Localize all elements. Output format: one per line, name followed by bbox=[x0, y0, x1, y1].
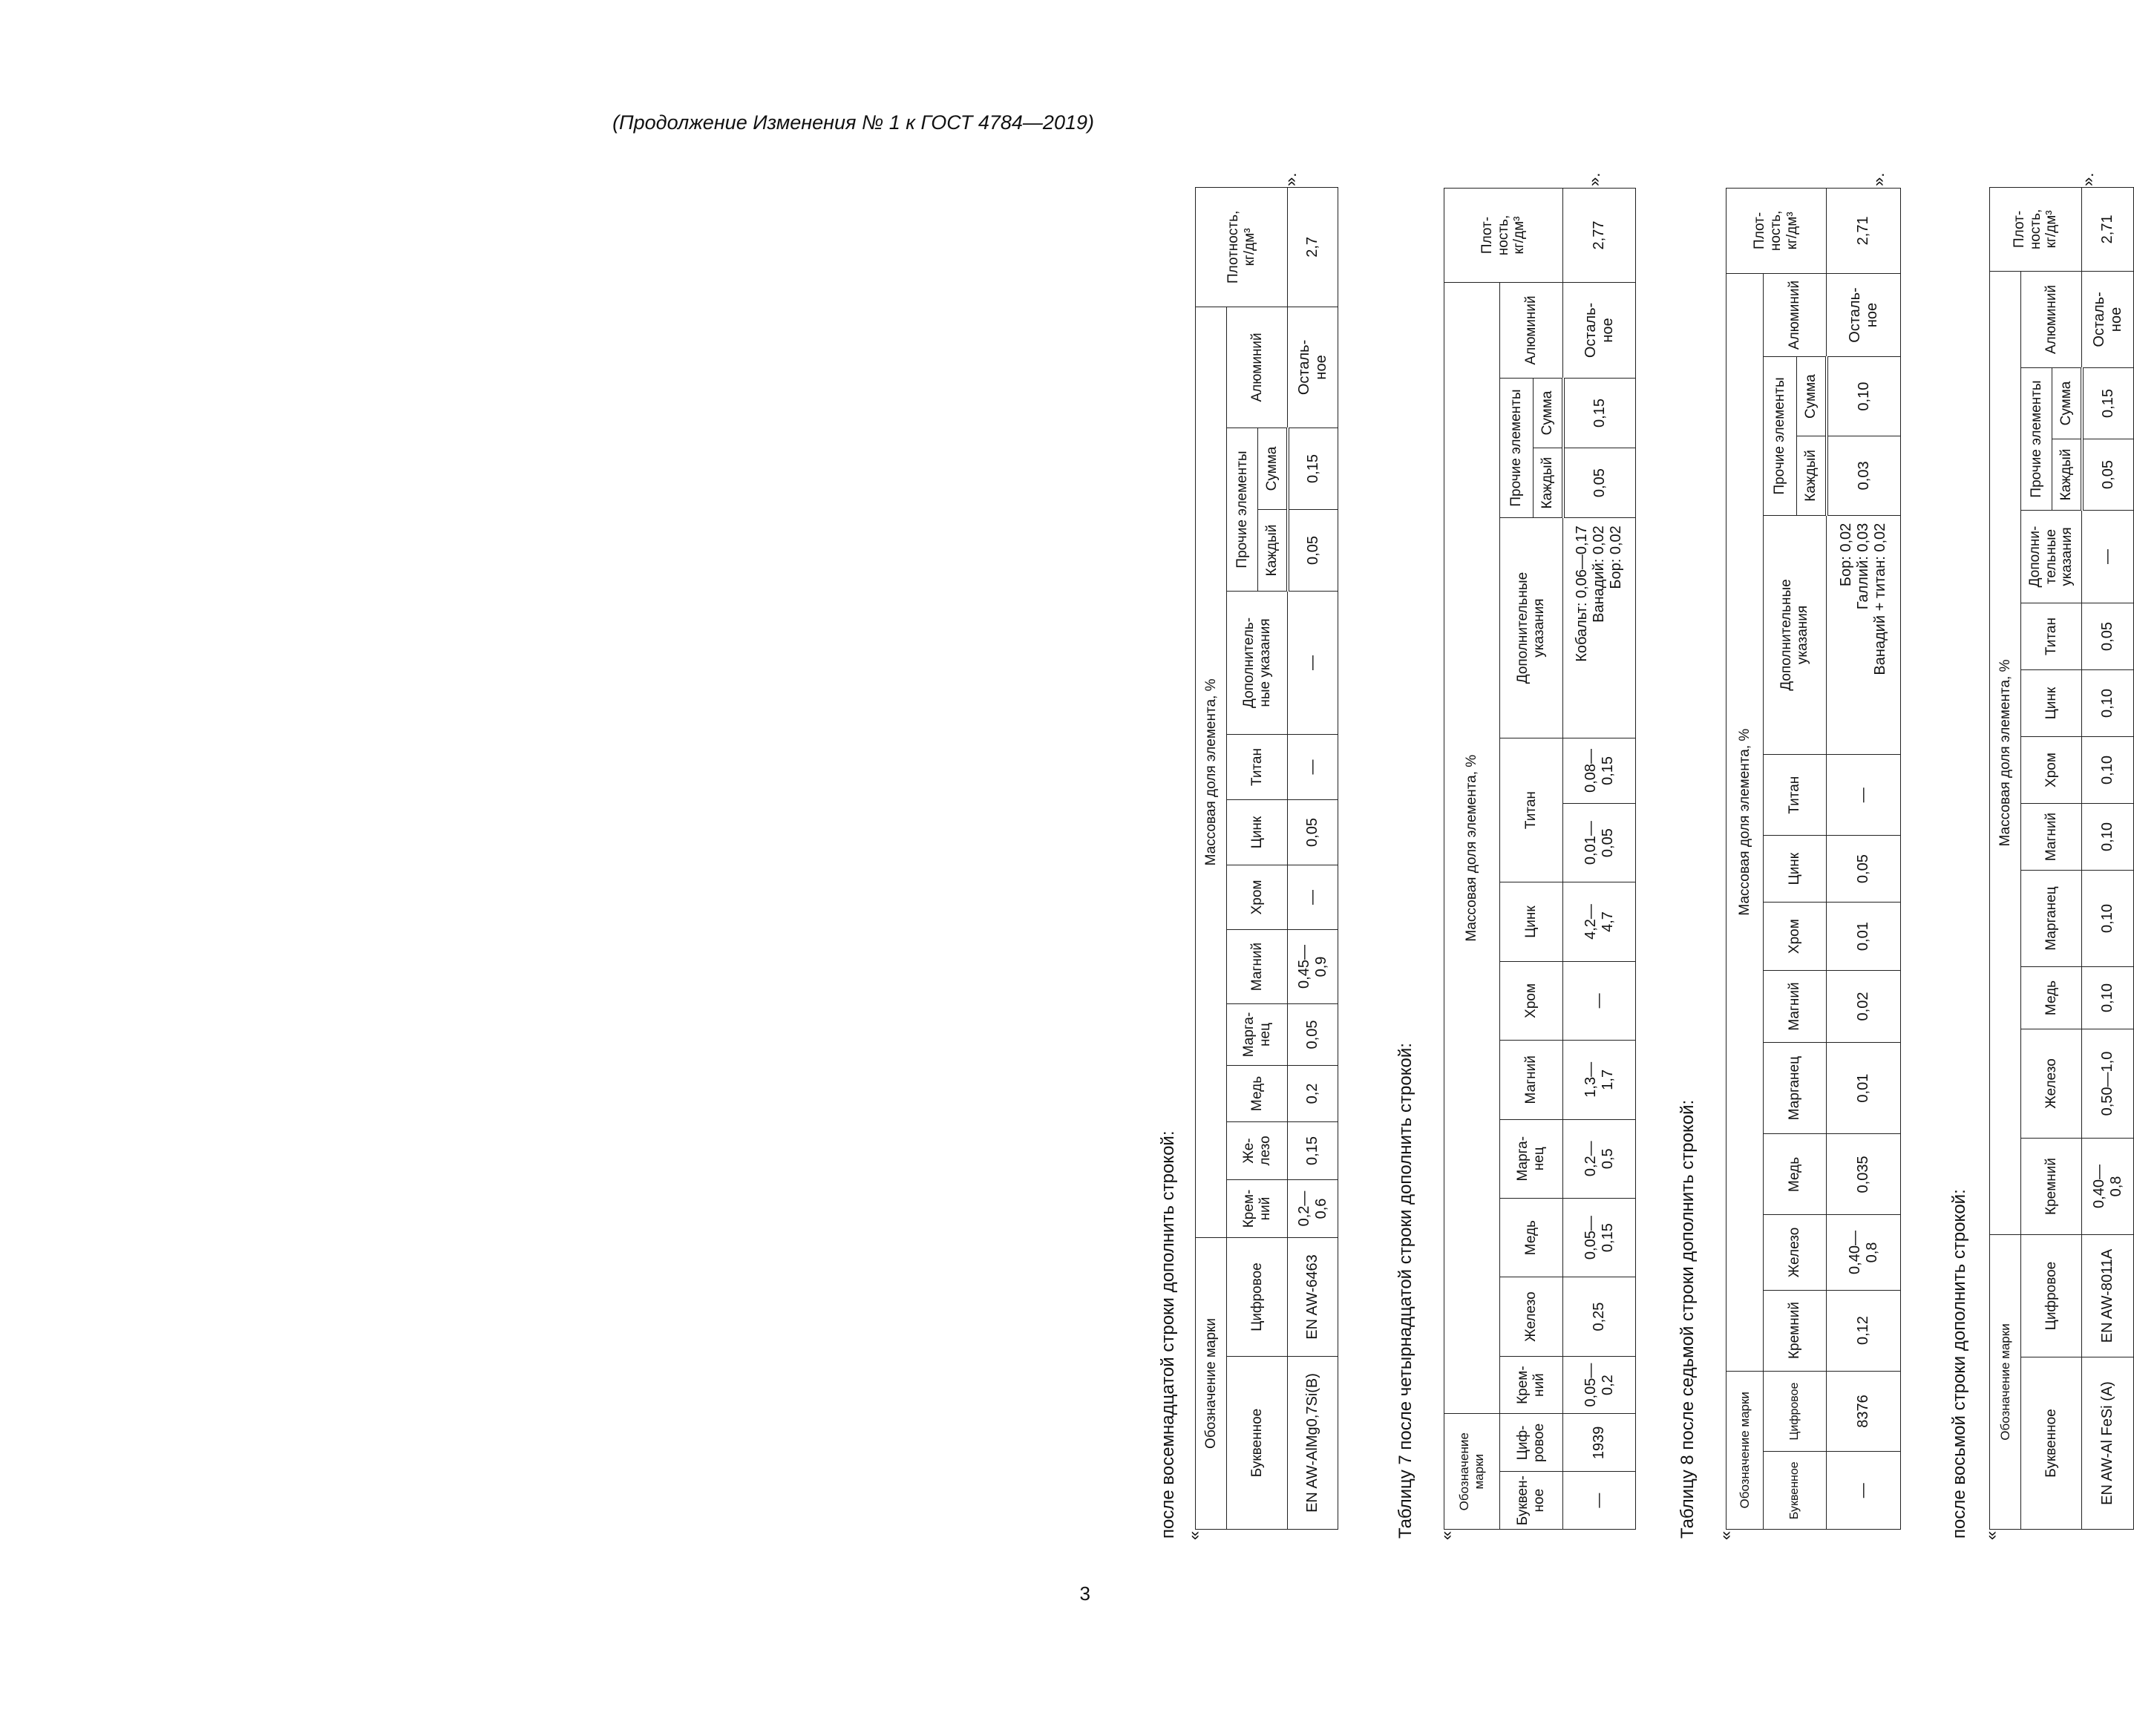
cell-mn: 0,05 bbox=[1288, 1003, 1338, 1065]
cell-fe: 0,50—1,0 bbox=[2082, 1029, 2134, 1139]
quote-close: ». bbox=[1869, 172, 1888, 186]
cell-density: 2,77 bbox=[1563, 189, 1636, 283]
cell-each: 0,05 bbox=[2082, 439, 2134, 511]
each-header: Каждый bbox=[1534, 448, 1563, 518]
zn-header: Цинк bbox=[2021, 670, 2082, 737]
cell-ti-2: 0,08— 0,15 bbox=[1563, 738, 1636, 803]
cell-si: 0,40— 0,8 bbox=[2082, 1139, 2134, 1235]
digital-header: Цифровое bbox=[1764, 1371, 1827, 1452]
al-header: Алюминий bbox=[1500, 282, 1563, 378]
al-header: Алюминий bbox=[1764, 273, 1827, 356]
quote-open: « bbox=[1185, 1530, 1203, 1540]
cell-digital: 1939 bbox=[1563, 1414, 1636, 1472]
cell-mg: 0,02 bbox=[1827, 971, 1901, 1043]
other-elements-header: Прочие элементы bbox=[1500, 378, 1534, 517]
cell-mn: 0,2— 0,5 bbox=[1563, 1119, 1636, 1198]
additional-header: Дополнительные указания bbox=[1500, 518, 1563, 738]
cu-header: Медь bbox=[1764, 1134, 1827, 1215]
cell-al: Осталь- ное bbox=[1288, 307, 1338, 428]
cell-si: 0,05— 0,2 bbox=[1563, 1356, 1636, 1414]
section4-table bbox=[1989, 187, 2134, 1530]
cell-density: 2,7 bbox=[1288, 187, 1338, 307]
fe-header: Же- лезо bbox=[1227, 1121, 1288, 1179]
cell-each: 0,03 bbox=[1827, 436, 1901, 515]
cell-sum: 0,15 bbox=[1288, 428, 1338, 509]
cell-each: 0,05 bbox=[1563, 448, 1636, 518]
page-number: 3 bbox=[1079, 1582, 1090, 1605]
cell-mg: 0,10 bbox=[2082, 804, 2134, 871]
cu-header: Медь bbox=[1500, 1198, 1563, 1277]
quote-close: ». bbox=[1585, 172, 1603, 186]
cell-sum: 0,15 bbox=[1563, 378, 1636, 448]
rotated-content bbox=[1158, 172, 2124, 1540]
each-header: Каждый bbox=[2052, 439, 2082, 511]
density-header: Плот- ность, кг/дм³ bbox=[1990, 187, 2082, 271]
cell-ti-1: 0,01— 0,05 bbox=[1563, 803, 1636, 882]
designation-header: Обозначение марки bbox=[1990, 1235, 2021, 1530]
quote-close: ». bbox=[2078, 172, 2097, 186]
cell-cr: — bbox=[1288, 865, 1338, 929]
cell-ti: — bbox=[1288, 734, 1338, 799]
cell-additional: — bbox=[1288, 591, 1338, 734]
cell-density: 2,71 bbox=[2082, 187, 2134, 271]
cell-additional: Кобальт: 0,06—0,17 Ванадий: 0,02 Бор: 0,02 bbox=[1563, 518, 1636, 738]
cell-sum: 0,15 bbox=[2082, 368, 2134, 439]
cell-digital: EN AW-8011A bbox=[2082, 1235, 2134, 1357]
mn-header: Марга- нец bbox=[1227, 1003, 1288, 1065]
letter-header: Буквенное bbox=[1227, 1357, 1288, 1530]
quote-open: « bbox=[1437, 1530, 1456, 1540]
cell-ti: — bbox=[1827, 755, 1901, 836]
cell-letter: EN AW-AlMg0,7Si(B) bbox=[1288, 1357, 1338, 1530]
cell-al: Осталь- ное bbox=[1563, 282, 1636, 378]
cr-header: Хром bbox=[1227, 865, 1288, 929]
si-header: Кремний bbox=[2021, 1139, 2082, 1235]
additional-header: Дополни- тельные указания bbox=[2021, 511, 2082, 603]
cell-fe: 0,15 bbox=[1288, 1121, 1338, 1179]
cell-cr: — bbox=[1563, 961, 1636, 1040]
table-row bbox=[2082, 187, 2134, 1529]
al-header: Алюминий bbox=[2021, 271, 2082, 367]
cell-mg: 1,3— 1,7 bbox=[1563, 1041, 1636, 1119]
additional-header: Дополнительные указания bbox=[1764, 515, 1827, 754]
ti-header: Титан bbox=[2021, 603, 2082, 670]
cell-zn: 0,10 bbox=[2082, 670, 2134, 737]
cell-letter: EN AW-Al FeSi (A) bbox=[2082, 1357, 2134, 1530]
designation-header: Обозначение марки bbox=[1444, 1414, 1500, 1530]
cell-digital: 8376 bbox=[1827, 1371, 1901, 1452]
section1-intro: после восемнадцатой строки дополнить строкой: bbox=[1158, 1130, 1178, 1539]
cell-fe: 0,40— 0,8 bbox=[1827, 1215, 1901, 1290]
other-elements-header: Прочие элементы bbox=[2021, 368, 2052, 511]
mass-fraction-header: Массовая доля элемента, % bbox=[1444, 282, 1500, 1414]
cell-letter: — bbox=[1827, 1452, 1901, 1530]
mg-header: Магний bbox=[2021, 804, 2082, 871]
mass-fraction-header: Массовая доля элемента, % bbox=[1726, 273, 1764, 1371]
cell-additional: — bbox=[2082, 511, 2134, 603]
cell-digital: EN AW-6463 bbox=[1288, 1237, 1338, 1356]
cr-header: Хром bbox=[1764, 903, 1827, 971]
sum-header: Сумма bbox=[2052, 368, 2082, 439]
letter-header: Буквенное bbox=[1764, 1452, 1827, 1530]
cell-al: Осталь- ное bbox=[2082, 271, 2134, 367]
mass-fraction-header: Массовая доля элемента, % bbox=[1990, 271, 2021, 1234]
additional-header: Дополнитель- ные указания bbox=[1227, 591, 1288, 734]
quote-open: « bbox=[1716, 1530, 1735, 1540]
cell-each: 0,05 bbox=[1288, 509, 1338, 591]
zn-header: Цинк bbox=[1227, 799, 1288, 865]
density-header: Плот- ность, кг/дм³ bbox=[1726, 189, 1827, 274]
cr-header: Хром bbox=[1500, 961, 1563, 1040]
density-header: Плотность, кг/дм³ bbox=[1196, 187, 1288, 307]
cell-cr: 0,01 bbox=[1827, 903, 1901, 971]
mn-header: Марганец bbox=[2021, 871, 2082, 967]
cell-cr: 0,10 bbox=[2082, 737, 2134, 804]
cell-zn: 0,05 bbox=[1288, 799, 1338, 865]
quote-open: « bbox=[1982, 1530, 2000, 1540]
si-header: Кремний bbox=[1764, 1290, 1827, 1371]
designation-header: Обозначение марки bbox=[1726, 1371, 1764, 1529]
si-header: Крем- ний bbox=[1500, 1356, 1563, 1414]
cu-header: Медь bbox=[2021, 967, 2082, 1029]
si-header: Крем- ний bbox=[1227, 1179, 1288, 1237]
cell-cu: 0,10 bbox=[2082, 967, 2134, 1029]
cell-sum: 0,10 bbox=[1827, 357, 1901, 436]
fe-header: Железо bbox=[1764, 1215, 1827, 1290]
mn-header: Марга- нец bbox=[1500, 1119, 1563, 1198]
other-elements-header: Прочие элементы bbox=[1227, 428, 1258, 591]
cell-cu: 0,2 bbox=[1288, 1065, 1338, 1121]
cell-ti: 0,05 bbox=[2082, 603, 2134, 670]
mn-header: Марганец bbox=[1764, 1042, 1827, 1134]
section3-intro: Таблицу 8 после седьмой строки дополнить строкой: bbox=[1678, 1099, 1698, 1539]
cell-mn: 0,01 bbox=[1827, 1042, 1901, 1134]
cell-si: 0,12 bbox=[1827, 1290, 1901, 1371]
sum-header: Сумма bbox=[1797, 357, 1827, 436]
section2-intro: Таблицу 7 после четырнадцатой строки дополнить строкой: bbox=[1395, 1043, 1415, 1539]
cell-zn: 4,2— 4,7 bbox=[1563, 882, 1636, 961]
cell-mn: 0,10 bbox=[2082, 871, 2134, 967]
cell-additional: Бор: 0,02 Галлий: 0,03 Ванадий + титан: 0,02 bbox=[1827, 515, 1901, 754]
each-header: Каждый bbox=[1797, 436, 1827, 515]
table-row bbox=[1827, 189, 1901, 1530]
digital-header: Цифровое bbox=[2021, 1235, 2082, 1357]
fe-header: Железо bbox=[2021, 1029, 2082, 1139]
section4-intro: после восьмой строки дополнить строкой: bbox=[1949, 1189, 1969, 1539]
ti-header: Титан bbox=[1227, 734, 1288, 799]
cell-fe: 0,25 bbox=[1563, 1277, 1636, 1356]
cell-density: 2,71 bbox=[1827, 189, 1901, 274]
mass-fraction-header: Массовая доля элемента, % bbox=[1196, 307, 1227, 1237]
cell-si: 0,2— 0,6 bbox=[1288, 1179, 1338, 1237]
cell-cu: 0,05— 0,15 bbox=[1563, 1198, 1636, 1277]
cell-al: Осталь- ное bbox=[1827, 273, 1901, 356]
ti-header: Титан bbox=[1500, 738, 1563, 882]
zn-header: Цинк bbox=[1764, 836, 1827, 903]
section1-table bbox=[1195, 187, 1338, 1530]
section3-table bbox=[1726, 188, 1901, 1530]
letter-header: Буквен- ное bbox=[1500, 1472, 1563, 1530]
designation-header: Обозначение марки bbox=[1196, 1237, 1227, 1529]
cell-cu: 0,035 bbox=[1827, 1134, 1901, 1215]
ti-header: Титан bbox=[1764, 755, 1827, 836]
mg-header: Магний bbox=[1227, 929, 1288, 1003]
other-elements-header: Прочие элементы bbox=[1764, 357, 1797, 515]
letter-header: Буквенное bbox=[2021, 1357, 2082, 1530]
al-header: Алюминий bbox=[1227, 307, 1288, 428]
mg-header: Магний bbox=[1764, 971, 1827, 1043]
zn-header: Цинк bbox=[1500, 882, 1563, 961]
density-header: Плот- ность, кг/дм³ bbox=[1444, 189, 1563, 283]
table-row bbox=[1563, 189, 1636, 1530]
digital-header: Циф- ровое bbox=[1500, 1414, 1563, 1472]
each-header: Каждый bbox=[1258, 509, 1288, 591]
cell-mg: 0,45— 0,9 bbox=[1288, 929, 1338, 1003]
cu-header: Медь bbox=[1227, 1065, 1288, 1121]
mg-header: Магний bbox=[1500, 1041, 1563, 1119]
digital-header: Цифровое bbox=[1227, 1237, 1288, 1356]
sum-header: Сумма bbox=[1534, 378, 1563, 448]
table-row bbox=[1288, 187, 1338, 1529]
section2-table bbox=[1444, 188, 1636, 1530]
cr-header: Хром bbox=[2021, 737, 2082, 804]
quote-close: ». bbox=[1281, 172, 1300, 186]
cell-zn: 0,05 bbox=[1827, 836, 1901, 903]
fe-header: Железо bbox=[1500, 1277, 1563, 1356]
cell-letter: — bbox=[1563, 1472, 1636, 1530]
sum-header: Сумма bbox=[1258, 428, 1288, 509]
page-header: (Продолжение Изменения № 1 к ГОСТ 4784—2019) bbox=[612, 111, 1094, 134]
